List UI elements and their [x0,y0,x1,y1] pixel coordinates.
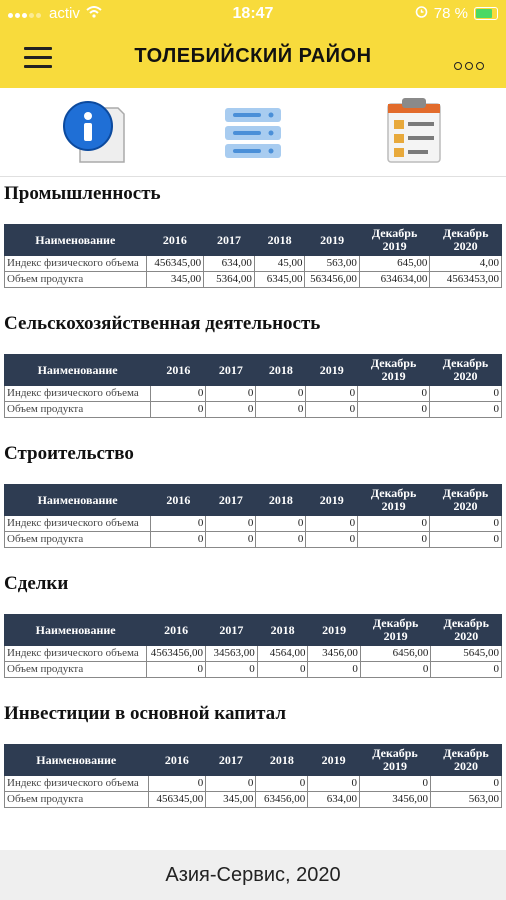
table-cell: 63456,00 [256,792,308,808]
table-cell: 0 [430,532,502,548]
table-cell: 4563453,00 [430,272,502,288]
table-cell: 634,00 [308,792,360,808]
table-cell: 0 [360,662,431,678]
table-cell: 45,00 [254,256,305,272]
column-header: Декабрь 2020 [430,745,501,776]
table-cell: 0 [151,532,206,548]
table-cell: 563,00 [430,792,501,808]
column-header: Декабрь 2019 [358,485,430,516]
table-cell: 0 [205,662,257,678]
table-cell: 0 [256,386,306,402]
table-cell: 6345,00 [254,272,305,288]
column-header: Наименование [5,745,149,776]
info-icon[interactable] [58,96,130,168]
column-header: 2018 [256,355,306,386]
table-cell: 456345,00 [148,792,206,808]
column-header: 2016 [148,745,206,776]
report-content [0,178,506,850]
table-header-row [5,745,502,776]
column-header: 2017 [204,225,255,256]
status-bar [0,0,506,30]
table-cell: 0 [151,402,206,418]
column-header: 2018 [257,615,308,646]
table-cell: 634634,00 [359,272,430,288]
table-cell: 0 [306,386,358,402]
data-table [4,744,502,808]
table-cell: 0 [257,662,308,678]
table-cell: 3456,00 [360,792,431,808]
table-cell: 4564,00 [257,646,308,662]
table-cell: 0 [360,776,431,792]
table-cell: 0 [256,532,306,548]
table-cell: 0 [430,516,502,532]
column-header: 2019 [306,355,358,386]
table-cell: 345,00 [146,272,204,288]
row-name: Объем продукта [5,532,151,548]
row-name: Индекс физического объема [5,256,147,272]
column-header: Декабрь 2019 [359,225,430,256]
table-cell: 0 [256,402,306,418]
table-cell: 0 [306,402,358,418]
column-header: 2017 [205,615,257,646]
table-header-row [5,615,502,646]
alarm-icon [415,5,428,22]
table-cell: 4563456,00 [147,646,206,662]
section [0,438,506,548]
column-header: 2016 [146,225,204,256]
section [0,178,506,288]
table-cell: 563456,00 [305,272,359,288]
column-header: 2019 [308,615,360,646]
table-cell: 563,00 [305,256,359,272]
data-table [4,614,502,678]
table-cell: 0 [306,516,358,532]
table-cell: 0 [358,402,430,418]
column-header: Декабрь 2019 [360,615,431,646]
table-cell: 34563,00 [205,646,257,662]
section-title: Строительство [4,443,134,464]
column-header: 2017 [206,355,256,386]
table-row [5,272,502,288]
table-row [5,256,502,272]
table-cell: 3456,00 [308,646,360,662]
column-header: 2019 [305,225,359,256]
icon-toolbar [0,88,506,177]
table-header-row [5,225,502,256]
table-cell: 0 [206,402,256,418]
table-row [5,532,502,548]
column-header: 2018 [256,485,306,516]
column-header: 2017 [206,485,256,516]
table-cell: 456345,00 [146,256,204,272]
table-row [5,792,502,808]
battery-percent: 78 % [433,5,468,22]
list-icon[interactable] [217,96,289,168]
table-cell: 634,00 [204,256,255,272]
column-header: Декабрь 2020 [430,355,502,386]
section-title: Инвестиции в основной капитал [4,703,286,724]
section [0,698,506,808]
table-cell: 0 [358,516,430,532]
section [0,568,506,678]
data-table [4,224,502,288]
table-cell: 0 [430,402,502,418]
table-cell: 645,00 [359,256,430,272]
table-cell: 0 [430,386,502,402]
row-name: Индекс физического объема [5,646,147,662]
table-cell: 0 [206,386,256,402]
column-header: 2016 [151,485,206,516]
table-cell: 0 [358,386,430,402]
data-table [4,354,502,418]
data-table [4,484,502,548]
table-row [5,662,502,678]
column-header: Наименование [5,615,147,646]
table-header-row [5,355,502,386]
table-cell: 0 [206,776,256,792]
table-cell: 0 [308,776,360,792]
battery-icon [474,7,498,20]
table-cell: 5645,00 [431,646,502,662]
column-header: Декабрь 2020 [430,225,502,256]
document-icon[interactable] [378,96,450,168]
table-row [5,516,502,532]
page-title: ТОЛЕБИЙСКИЙ РАЙОН [134,45,372,67]
column-header: Декабрь 2019 [358,355,430,386]
table-row [5,646,502,662]
table-cell: 6456,00 [360,646,431,662]
table-cell: 0 [308,662,360,678]
navbar [0,30,506,88]
row-name: Индекс физического объема [5,516,151,532]
table-cell: 0 [306,532,358,548]
table-cell: 0 [256,776,308,792]
section-title: Сделки [4,573,69,594]
section-title: Промышленность [4,183,161,204]
column-header: 2017 [206,745,256,776]
table-cell: 0 [358,532,430,548]
table-cell: 5364,00 [204,272,255,288]
footer: Азия-Сервис, 2020 [0,850,506,900]
table-row [5,776,502,792]
table-cell: 0 [430,776,501,792]
column-header: 2019 [308,745,360,776]
row-name: Объем продукта [5,792,149,808]
table-cell: 0 [431,662,502,678]
column-header: Наименование [5,355,151,386]
table-cell: 0 [206,532,256,548]
table-cell: 0 [151,516,206,532]
column-header: Декабрь 2020 [431,615,502,646]
table-header-row [5,485,502,516]
column-header: 2016 [147,615,206,646]
table-cell: 0 [147,662,206,678]
more-options-icon[interactable] [454,57,488,65]
column-header: 2019 [306,485,358,516]
table-cell: 0 [256,516,306,532]
column-header: Декабрь 2019 [360,745,431,776]
row-name: Объем продукта [5,662,147,678]
table-row [5,386,502,402]
row-name: Индекс физического объема [5,776,149,792]
row-name: Объем продукта [5,402,151,418]
column-header: 2018 [256,745,308,776]
section-title: Сельскохозяйственная деятельность [4,313,321,334]
table-row [5,402,502,418]
column-header: 2018 [254,225,305,256]
row-name: Индекс физического объема [5,386,151,402]
table-cell: 0 [148,776,206,792]
table-cell: 0 [206,516,256,532]
column-header: Наименование [5,485,151,516]
app-header [0,0,506,88]
table-cell: 4,00 [430,256,502,272]
row-name: Объем продукта [5,272,147,288]
carrier-label: activ [49,5,80,22]
status-time: 18:47 [232,5,274,22]
table-cell: 345,00 [206,792,256,808]
table-cell: 0 [151,386,206,402]
column-header: 2016 [151,355,206,386]
section [0,308,506,418]
column-header: Наименование [5,225,147,256]
column-header: Декабрь 2020 [430,485,502,516]
